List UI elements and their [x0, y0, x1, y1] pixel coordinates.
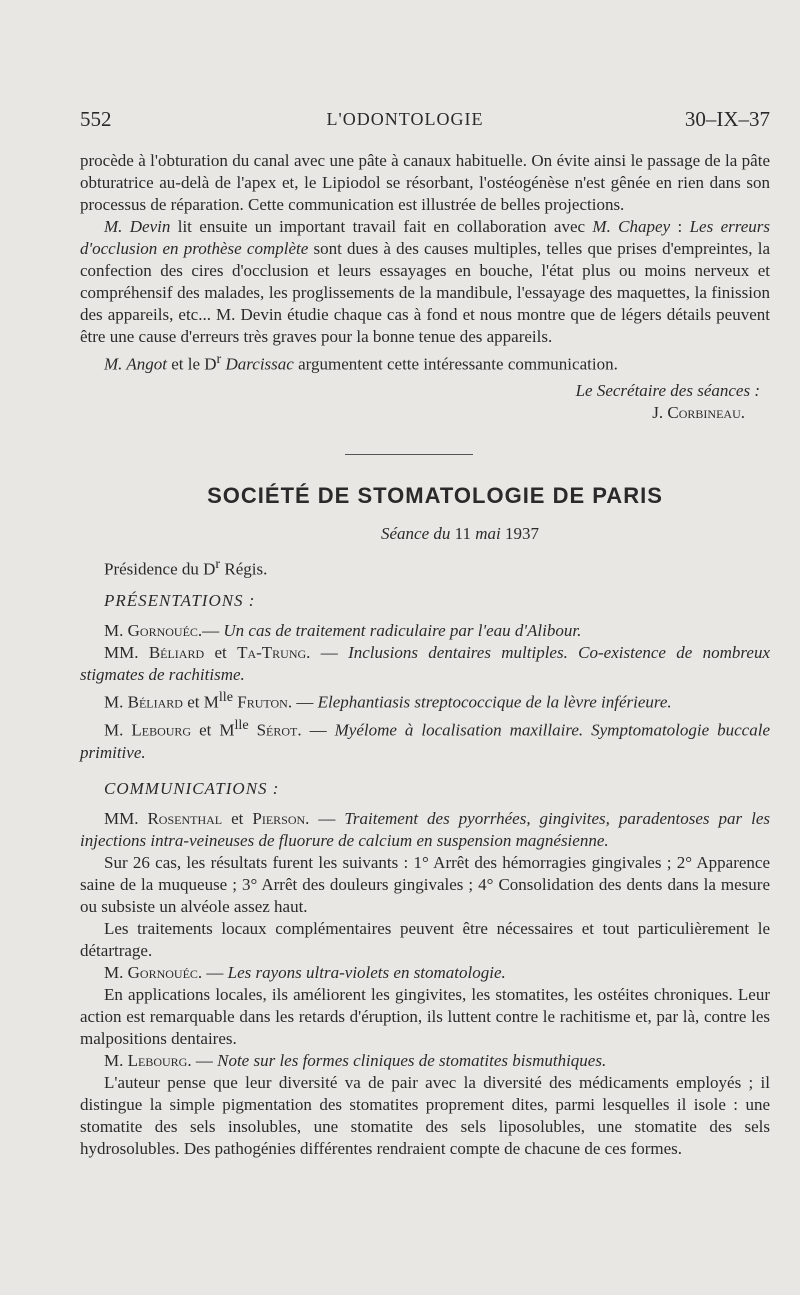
text-run: 11 — [454, 523, 471, 543]
text-run: M. — [104, 692, 128, 712]
author-name: Sérot. — [256, 720, 302, 740]
paragraph-devin — [80, 216, 770, 348]
text-run: — — [301, 720, 335, 740]
running-header — [80, 107, 770, 135]
superscript: r — [216, 351, 222, 367]
text-run: MM. — [104, 643, 149, 663]
issue-date: 30–IX–37 — [684, 107, 770, 131]
author-name: Pierson. — [252, 808, 310, 828]
author-angot: M. Angot — [104, 354, 167, 374]
paragraph-angot — [80, 348, 770, 376]
presentation-title: Un cas de traitement radiculaire par l'eau d'Alibour. — [223, 621, 582, 641]
communication-item — [80, 962, 770, 984]
author-name: Rosenthal — [147, 808, 223, 828]
signature-name — [80, 402, 770, 424]
text-run: MM. — [104, 808, 148, 828]
text-run: et le D — [166, 354, 217, 374]
text-run: et M — [182, 692, 219, 712]
presentation-item — [80, 686, 770, 714]
signature-role — [80, 380, 770, 402]
text-run: — — [310, 643, 349, 663]
journal-title: L'ODONTOLOGIE — [326, 109, 484, 129]
text-run: Séance du — [380, 523, 455, 543]
society-heading: SOCIÉTÉ DE STOMATOLOGIE DE PARIS — [207, 482, 663, 508]
presentation-item — [80, 642, 770, 686]
page-body — [80, 150, 770, 1160]
communication-title: Note sur les formes cliniques de stomatites bismuthiques. — [217, 1050, 607, 1070]
text-run: M. — [104, 1050, 128, 1070]
text-run: M. — [104, 720, 132, 740]
text-run: 1937 — [505, 523, 539, 543]
communication-item — [80, 1050, 770, 1072]
author-name: Lebourg. — [127, 1050, 192, 1070]
text-run: et M — [191, 720, 235, 740]
work-title: Les erreurs d'occlusion en prothèse complète — [80, 217, 770, 258]
text-run: Présidence du D — [104, 559, 216, 579]
session-date — [80, 523, 770, 545]
author-name: Béliard — [127, 692, 183, 712]
text-run: argumentent cette intéressante communication. — [293, 354, 618, 374]
signature-role-text: Le Secrétaire des séances : — [575, 380, 760, 400]
communication-title: Les rayons ultra-violets en stomatologie. — [227, 962, 506, 982]
presentation-title: Elephantiasis streptococcique de la lèvre inférieure. — [317, 692, 672, 712]
communication-item — [80, 808, 770, 852]
text-run: : — [670, 217, 690, 236]
text-run: et — [222, 808, 253, 828]
author-name: Fruton. — [237, 692, 293, 712]
presidence-line — [80, 553, 770, 581]
communications-heading: COMMUNICATIONS : — [104, 778, 280, 798]
page-number: 552 — [80, 107, 112, 131]
paragraph-obturation: procède à l'obturation du canal avec une pâte à canaux habituelle. On évite ainsi le passage de la pâte obturatrice au-delà de l'apex et, le Lipiodol se résorbant, l'ostéogénèse n'est gênée en rien dans son processus de réparation. Cette communication est illustrée de belles projections. — [80, 151, 770, 214]
superscript: lle — [234, 716, 249, 733]
author-devin: M. Devin — [104, 217, 171, 236]
presentation-title: Myélome à localisation maxillaire. Symptomatologie buccale primitive. — [80, 720, 770, 762]
author-name: Gornouéc. — [127, 962, 203, 982]
text-run: — — [202, 621, 224, 641]
communication-summary: En applications locales, ils améliorent les gingivites, les stomatites, les ostéites chroniques. Leur action est remarquable dans les retards d'éruption, ils luttent contre le rachitisme et, par là, contre les malpositions dentaires. — [80, 984, 770, 1048]
author-darcissac: Darcissac — [225, 354, 294, 374]
presentation-item — [80, 714, 770, 764]
communication-title: Traitement des pyorrhées, gingivites, paradentoses par les injections intra-veineuses de fluorure de calcium en suspension magnésienne. — [80, 808, 770, 850]
author-chapey: M. Chapey — [592, 217, 671, 236]
author-name: Gornouéc. — [127, 621, 203, 641]
text-run: Régis. — [220, 559, 268, 579]
signature-name-text: J. Corbineau. — [652, 402, 745, 422]
text-run: — — [309, 808, 345, 828]
superscript: r — [215, 555, 221, 572]
presentation-title: Inclusions dentaires multiples. Co-existence de nombreux stigmates de rachitisme. — [80, 643, 771, 685]
text-run — [249, 721, 257, 740]
communication-note: Les traitements locaux complémentaires peuvent être nécessaires et tout particulièrement le détartrage. — [80, 918, 770, 960]
communication-results: Sur 26 cas, les résultats furent les suivants : 1° Arrêt des hémorragies gingivales ; 2° Apparence saine de la muqueuse ; 3° Arrêt des douleurs gingivales ; 4° Consolidation des dents dans la mesure ou subsiste un alvéole assez haut. — [80, 852, 770, 916]
text-run: mai — [471, 523, 505, 543]
presentation-item — [80, 620, 770, 642]
text-run: — — [202, 962, 228, 982]
text-run: — — [191, 1050, 218, 1070]
text-run: lit ensuite un important travail fait en collaboration avec — [170, 217, 593, 236]
text-run: M. — [104, 621, 128, 641]
text-run: et — [204, 643, 238, 663]
presentations-heading: PRÉSENTATIONS : — [104, 591, 256, 611]
text-run: sont dues à des causes multiples, telles que prises d'empreintes, la confection des cires d'occlusion et leurs essayages en bouche, l'état plus ou moins nerveux et compréhensif des malades, les proglissements de la mandibule, l'essayage des maquettes, la finission des appareils, etc... M. Devin étudie chaque cas à fond et nous montre que de légers détails peuvent être une cause d'erreurs très graves pour la bonne tenue des appareils. — [80, 239, 770, 346]
superscript: lle — [218, 689, 234, 706]
author-name: Lebourg — [131, 720, 192, 740]
author-name: Ta-Trung. — [237, 643, 311, 663]
author-name: Béliard — [148, 643, 205, 663]
communication-summary: L'auteur pense que leur diversité va de pair avec la diversité des médicaments employés ; il distingue la simple pigmentation des stomatites proprement dites, parmi lesquelles il isole : une stomatite des sels insolubles, une stomatite des sels liposolubles, une stomatite des sels hydrosolubles. Des pathogénies différentes rendraient compte de chacune de ces formes. — [80, 1072, 770, 1158]
text-run: M. — [104, 962, 128, 982]
text-run: — — [292, 692, 318, 712]
section-divider — [345, 454, 473, 455]
